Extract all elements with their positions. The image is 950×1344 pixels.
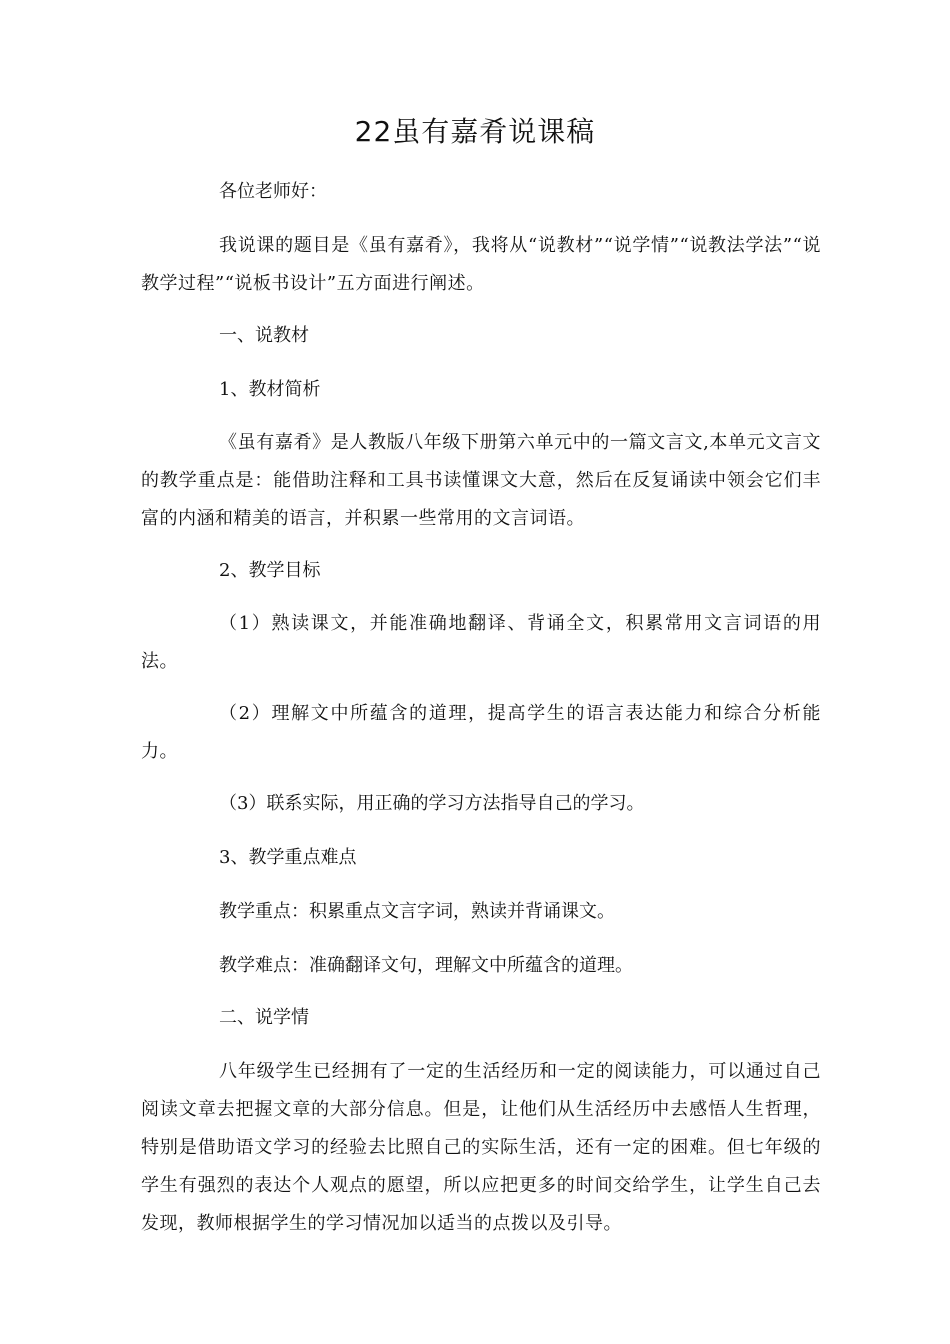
section-1-heading: 一、说教材 [219,325,309,346]
difficulty-text: 教学难点：准确翻译文句，理解文中所蕴含的道理。 [219,955,633,976]
subsection-3-heading: 3、教学重点难点 [219,847,357,868]
teaching-goal-2: （2）理解文中所蕴含的道理，提高学生的语言表达能力和综合分析能力。 [141,703,821,762]
textbook-analysis-paragraph: 《虽有嘉肴》是人教版八年级下册第六单元中的一篇文言文,本单元文言文的教学重点是：能借助注释和工具书读懂课文大意，然后在反复诵读中领会它们丰富的内涵和精美的语言，并积累一些常用的文言词语。 [141,432,821,529]
subsection-1-heading: 1、教材简析 [219,379,321,400]
subsection-2-heading: 2、教学目标 [219,560,321,581]
teaching-goal-1: （1）熟读课文，并能准确地翻译、背诵全文，积累常用文言词语的用法。 [141,613,821,672]
intro-paragraph: 我说课的题目是《虽有嘉肴》，我将从“说教材”“说学情”“说教法学法”“说教学过程”“说板书设计”五方面进行阐述。 [141,235,821,294]
greeting: 各位老师好： [219,181,327,202]
teaching-goal-3: （3）联系实际，用正确的学习方法指导自己的学习。 [219,793,645,814]
learner-analysis-paragraph: 八年级学生已经拥有了一定的生活经历和一定的阅读能力，可以通过自己阅读文章去把握文章的大部分信息。但是，让他们从生活经历中去感悟人生哲理，特别是借助语文学习的经验去比照自己的实际生活，还有一定的困难。但七年级的学生有强烈的表达个人观点的愿望，所以应把更多的时间交给学生，让学生自己去发现，教师根据学生的学习情况加以适当的点拨以及引导。 [141,1061,821,1234]
document-title: 22虽有嘉肴说课稿 [354,115,596,148]
section-2-heading: 二、说学情 [219,1007,309,1028]
key-point-text: 教学重点：积累重点文言字词，熟读并背诵课文。 [219,901,615,922]
